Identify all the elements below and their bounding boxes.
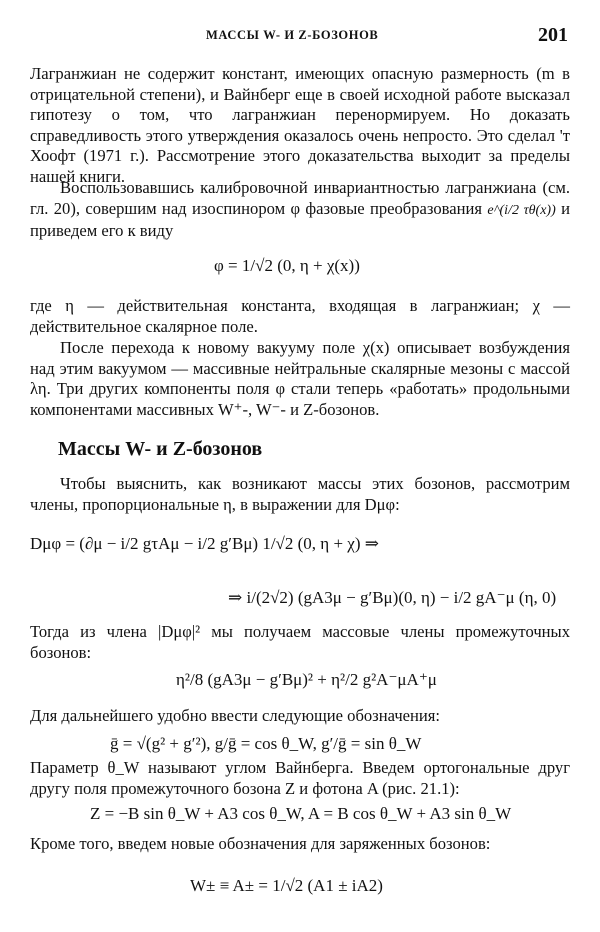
paragraph-mass-origin: Чтобы выяснить, как возникают массы этих бозонов, рассмотрим члены, пропорциональные η, в выражении для Dμφ:: [30, 474, 570, 514]
equation-gbar: ḡ = √(g² + g′²), g/ḡ = cos θ_W, g′/ḡ = sin θ_W: [110, 734, 422, 753]
section-heading: Массы W- и Z-бозонов: [58, 438, 263, 460]
paragraph-gauge-tail: и приведем его к виду: [30, 198, 570, 240]
paragraph-notation: Для дальнейшего удобно ввести следующие обозначения:: [30, 706, 441, 725]
paragraph-mass-terms: Тогда из члена |Dμφ|² мы получаем массовые члены промежуточных бозонов:: [30, 622, 570, 662]
page-number: 201: [538, 24, 568, 46]
paragraph-weinberg-angle: Параметр θ_W называют углом Вайнберга. Введем ортогональные друг другу поля промежуточного бозона Z и фотона A (рис. 21.1):: [30, 758, 570, 798]
paragraph-new-vacuum: После перехода к новому вакууму поле χ(x) описывает возбуждения над этим вакуумом — массивные нейтральные скалярные мезоны с массой λη. Три других компоненты поля φ стали теперь «работать» продольными компонентами массивных W⁺-, W⁻- и Z-бозонов.: [30, 338, 570, 419]
paragraph-renormalizability: Лагранжиан не содержит констант, имеющих опасную размерность (m в отрицательной степени), и Вайнберг еще в своей исходной работе высказал гипотезу о том, что лагранжиан перенормируем. Но доказать справедливость этого утверждения оказалось очень непросто. Это сделал 'т Хоофт (1971 г.). Рассмотрение этого доказательства выходит за пределы нашей книги.: [30, 64, 570, 186]
paragraph-gauge-text: Воспользовавшись калибровочной инвариантностью лагранжиана (см. гл. 20), совершим над изоспинором φ фазовые преобразования: [30, 178, 570, 218]
equation-phi: φ = 1/√2 (0, η + χ(x)): [214, 256, 360, 275]
phase-factor: e^(i/2 τθ(x)): [487, 202, 556, 218]
running-header: [0, 26, 600, 50]
running-title: МАССЫ W- И Z-БОЗОНОВ: [206, 28, 379, 42]
paragraph-gauge-transform: [30, 178, 570, 242]
equation-w-bosons: W± ≡ A± = 1/√2 (A1 ± iA2): [190, 876, 383, 895]
equation-covariant-derivative-1: Dμφ = (∂μ − i/2 gτAμ − i/2 g′Bμ) 1/√2 (0, η + χ) ⇒: [30, 534, 379, 553]
paragraph-charged-bosons: Кроме того, введем новые обозначения для заряженных бозонов:: [30, 834, 491, 853]
paragraph-eta-chi: где η — действительная константа, входящая в лагранжиан; χ — действительное скалярное поле.: [30, 296, 570, 336]
equation-covariant-derivative-2: ⇒ i/(2√2) (gA3μ − g′Bμ)(0, η) − i/2 gA⁻μ (η, 0): [228, 588, 557, 607]
equation-mass-terms: η²/8 (gA3μ − g′Bμ)² + η²/2 g²A⁻μA⁺μ: [176, 670, 437, 689]
equation-z-a: Z = −B sin θ_W + A3 cos θ_W, A = B cos θ_W + A3 sin θ_W: [90, 804, 512, 823]
